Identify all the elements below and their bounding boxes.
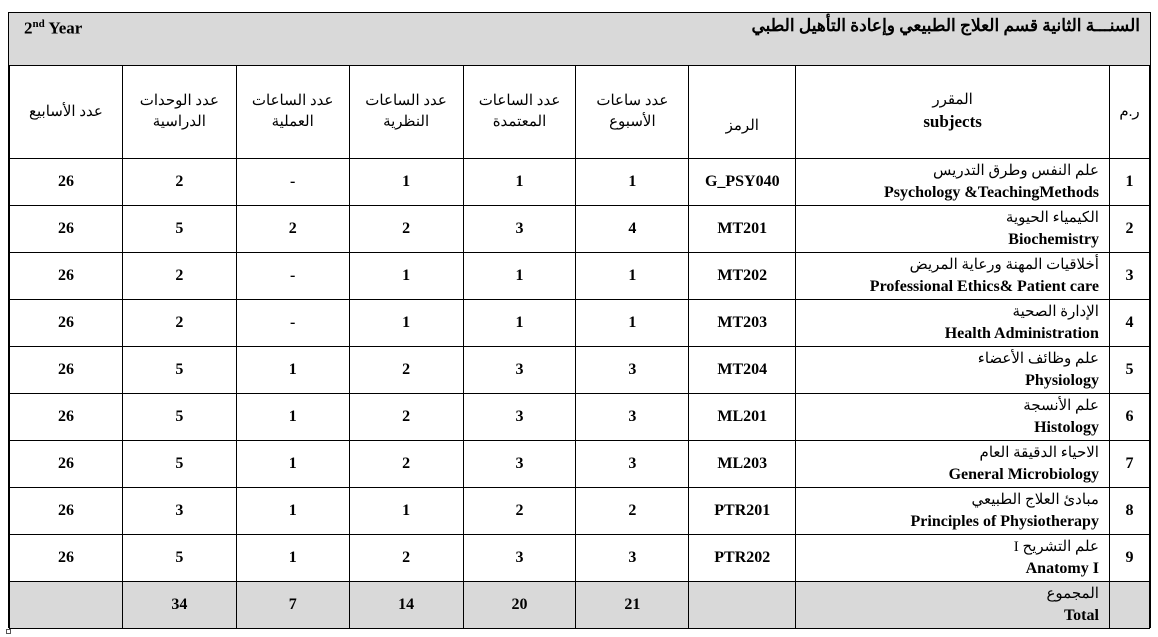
table-row — [10, 535, 1150, 582]
subject-arabic: الكيمياء الحيوية — [1005, 210, 1099, 226]
code-cell: MT201 — [689, 206, 796, 253]
weekly-cell: 1 — [576, 300, 689, 347]
total-weeks — [10, 582, 123, 629]
row-number: 9 — [1109, 535, 1149, 582]
practical-cell: - — [236, 300, 349, 347]
corner-marker — [6, 629, 11, 634]
units-cell: 2 — [122, 159, 236, 206]
credit-cell: 1 — [463, 159, 576, 206]
credit-cell: 3 — [463, 441, 576, 488]
subject-english: General Microbiology — [948, 466, 1099, 483]
weeks-cell: 26 — [10, 159, 123, 206]
course-table — [9, 65, 1150, 629]
weekly-cell: 2 — [576, 488, 689, 535]
code-cell: MT204 — [689, 347, 796, 394]
practical-cell: 2 — [236, 206, 349, 253]
total-row — [10, 582, 1150, 629]
total-practical: 7 — [236, 582, 349, 629]
credit-cell: 1 — [463, 300, 576, 347]
theoretical-cell: 1 — [349, 253, 463, 300]
row-number: 4 — [1109, 300, 1149, 347]
subject-cell — [796, 394, 1110, 441]
row-number: 3 — [1109, 253, 1149, 300]
weekly-cell: 1 — [576, 159, 689, 206]
weekly-cell: 1 — [576, 253, 689, 300]
header-row — [10, 66, 1150, 159]
subject-cell — [796, 300, 1110, 347]
row-number: 7 — [1109, 441, 1149, 488]
credit-cell: 3 — [463, 347, 576, 394]
credit-cell: 3 — [463, 535, 576, 582]
subject-english: Professional Ethics& Patient care — [869, 278, 1099, 295]
theoretical-cell: 2 — [349, 206, 463, 253]
total-theoretical: 14 — [349, 582, 463, 629]
subject-english: Biochemistry — [1008, 231, 1099, 248]
subject-cell — [796, 159, 1110, 206]
subject-cell — [796, 535, 1110, 582]
practical-cell: 1 — [236, 488, 349, 535]
code-cell: PTR202 — [689, 535, 796, 582]
units-cell: 5 — [122, 535, 236, 582]
practical-cell: 1 — [236, 441, 349, 488]
weeks-cell: 26 — [10, 253, 123, 300]
table-row — [10, 206, 1150, 253]
code-cell: PTR201 — [689, 488, 796, 535]
col-practical: عدد الساعات العملية — [236, 66, 349, 159]
subject-arabic: الاحياء الدقيقة العام — [979, 445, 1099, 461]
weekly-cell: 3 — [576, 535, 689, 582]
subject-english: Physiology — [1025, 372, 1099, 389]
subject-arabic: علم وظائف الأعضاء — [977, 351, 1099, 367]
total-label: المجموع Total — [796, 582, 1110, 629]
row-number: 1 — [1109, 159, 1149, 206]
theoretical-cell: 2 — [349, 394, 463, 441]
weeks-cell: 26 — [10, 394, 123, 441]
theoretical-cell: 2 — [349, 441, 463, 488]
practical-cell: - — [236, 253, 349, 300]
practical-cell: 1 — [236, 535, 349, 582]
total-credit: 20 — [463, 582, 576, 629]
units-cell: 2 — [122, 300, 236, 347]
theoretical-cell: 1 — [349, 300, 463, 347]
subject-arabic: علم التشريح I — [1013, 539, 1099, 555]
subject-cell — [796, 347, 1110, 394]
subject-english: Principles of Physiotherapy — [910, 513, 1099, 530]
credit-cell: 3 — [463, 206, 576, 253]
col-theoretical: عدد الساعات النظرية — [349, 66, 463, 159]
subject-cell — [796, 488, 1110, 535]
subject-english: Anatomy I — [1025, 560, 1099, 577]
title-bar — [9, 13, 1150, 66]
weeks-cell: 26 — [10, 441, 123, 488]
subject-english: Psychology &TeachingMethods — [883, 184, 1099, 201]
col-subject: المقرر subjects — [796, 66, 1110, 159]
table-row — [10, 300, 1150, 347]
credit-cell: 2 — [463, 488, 576, 535]
theoretical-cell: 2 — [349, 347, 463, 394]
subject-english: Histology — [1034, 419, 1099, 436]
col-number: ر.م — [1109, 66, 1149, 159]
col-credit: عدد الساعات المعتمدة — [463, 66, 576, 159]
code-cell: MT202 — [689, 253, 796, 300]
practical-cell: - — [236, 159, 349, 206]
col-weeks: عدد الأسابيع — [10, 66, 123, 159]
code-cell: G_PSY040 — [689, 159, 796, 206]
weeks-cell: 26 — [10, 347, 123, 394]
row-number: 5 — [1109, 347, 1149, 394]
units-cell: 5 — [122, 347, 236, 394]
subject-english: Health Administration — [944, 325, 1099, 342]
table-row — [10, 441, 1150, 488]
col-units: عدد الوحدات الدراسية — [122, 66, 236, 159]
subject-arabic: الإدارة الصحية — [1012, 304, 1099, 320]
code-cell: MT203 — [689, 300, 796, 347]
units-cell: 3 — [122, 488, 236, 535]
credit-cell: 3 — [463, 394, 576, 441]
code-cell: ML203 — [689, 441, 796, 488]
total-number — [1109, 582, 1149, 629]
code-cell: ML201 — [689, 394, 796, 441]
theoretical-cell: 1 — [349, 488, 463, 535]
weekly-cell: 3 — [576, 394, 689, 441]
theoretical-cell: 1 — [349, 159, 463, 206]
subject-cell — [796, 253, 1110, 300]
table-row — [10, 488, 1150, 535]
credit-cell: 1 — [463, 253, 576, 300]
col-weekly: عدد ساعات الأسبوع — [576, 66, 689, 159]
row-number: 8 — [1109, 488, 1149, 535]
units-cell: 2 — [122, 253, 236, 300]
table-row — [10, 159, 1150, 206]
weeks-cell: 26 — [10, 488, 123, 535]
row-number: 2 — [1109, 206, 1149, 253]
department-title: السنـــة الثانية قسم العلاج الطبيعي وإعادة التأهيل الطبي — [751, 16, 1140, 35]
table-row — [10, 253, 1150, 300]
units-cell: 5 — [122, 206, 236, 253]
year-title: 2nd Year — [24, 18, 83, 38]
total-weekly: 21 — [576, 582, 689, 629]
weeks-cell: 26 — [10, 300, 123, 347]
weeks-cell: 26 — [10, 206, 123, 253]
table-row — [10, 347, 1150, 394]
subject-cell — [796, 206, 1110, 253]
practical-cell: 1 — [236, 394, 349, 441]
subject-arabic: مبادئ العلاج الطبيعي — [971, 492, 1099, 508]
row-number: 6 — [1109, 394, 1149, 441]
units-cell: 5 — [122, 441, 236, 488]
subject-arabic: علم الأنسجة — [1023, 398, 1099, 414]
total-code — [689, 582, 796, 629]
practical-cell: 1 — [236, 347, 349, 394]
weeks-cell: 26 — [10, 535, 123, 582]
weekly-cell: 4 — [576, 206, 689, 253]
weekly-cell: 3 — [576, 441, 689, 488]
subject-arabic: علم النفس وطرق التدريس — [933, 163, 1099, 179]
weekly-cell: 3 — [576, 347, 689, 394]
theoretical-cell: 2 — [349, 535, 463, 582]
curriculum-sheet — [8, 12, 1151, 628]
col-code: الرمز — [689, 66, 796, 159]
table-row — [10, 394, 1150, 441]
total-units: 34 — [122, 582, 236, 629]
subject-arabic: أخلاقيات المهنة ورعاية المريض — [909, 257, 1099, 273]
subject-cell — [796, 441, 1110, 488]
units-cell: 5 — [122, 394, 236, 441]
